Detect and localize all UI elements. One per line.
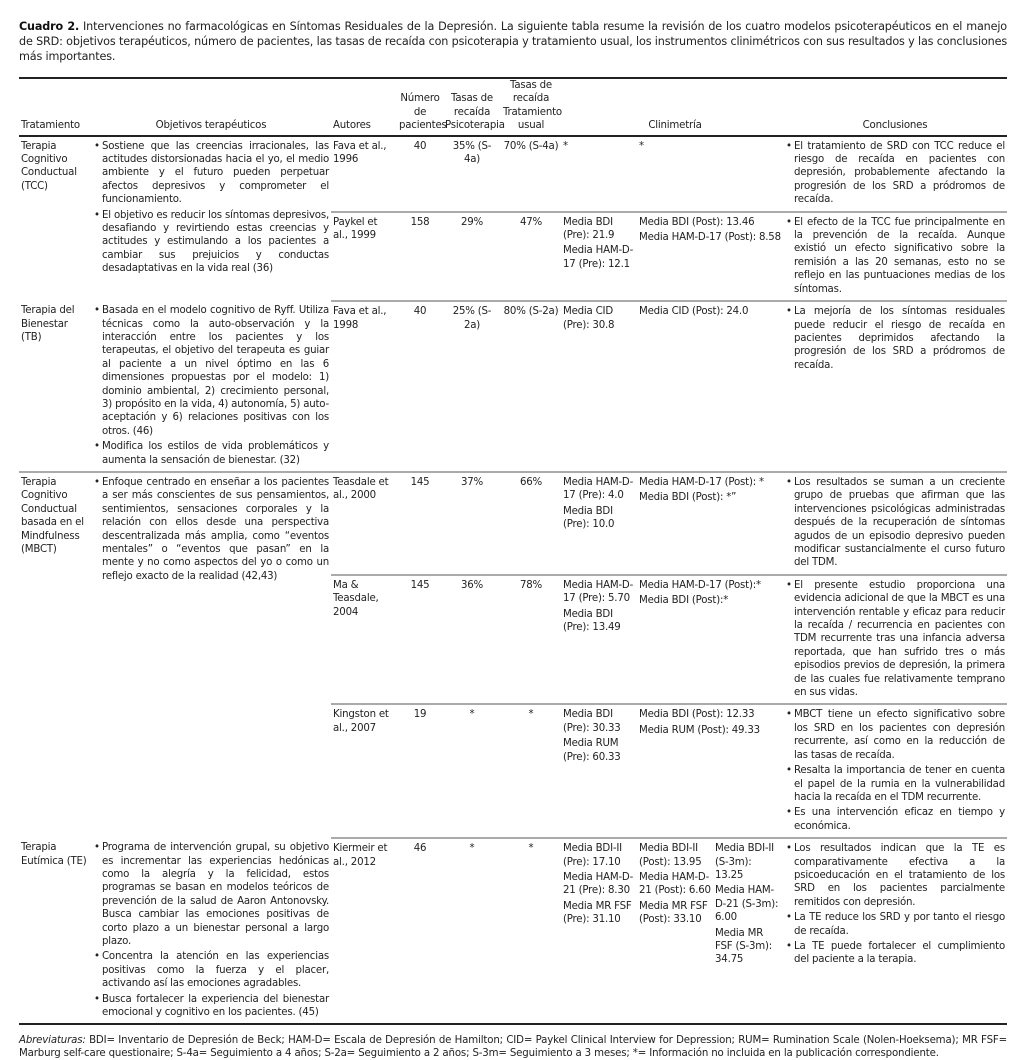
clinimetry-post-cell	[637, 704, 783, 838]
clinimetry-pre-cell	[561, 838, 637, 1024]
objectives-cell	[91, 472, 331, 838]
header-clinimetria-spacer-2	[713, 78, 783, 136]
abbreviations-footnote	[19, 1034, 1007, 1060]
patients-cell: 40	[397, 301, 443, 472]
conclusions-list-item: • Es una intervención eficaz en tiempo y económica.	[794, 806, 1005, 833]
footnote-text: BDI= Inventario de Depresión de Beck; HAM-D= Escala de Depresión de Hamilton; CID= Paykel Clinical Interview for Depression; RUM= Rumination Scale (Nolen-Hoeksema); MR FSF= Marburg self-care questionaire; S-4a= Seguimiento a 4 años; S-2a= Seguimiento a 2 años; S-3m= Seguimiento a 3 meses; *= Información no incluida en la publicación correspondiente.	[19, 1035, 1007, 1060]
treatment-cell: Terapia Cognitivo Conductual basada en el Mindfulness (MBCT)	[21, 476, 84, 555]
treatment-cell: Terapia Eutímica (TE)	[19, 838, 91, 1024]
treatment-cell: Terapia Cognitivo Conductual (TCC)	[21, 140, 77, 192]
clinimetry-post-cell	[637, 136, 783, 212]
clinimetry-post-cell	[637, 212, 783, 301]
caption-text: Intervenciones no farmacológicas en Síntomas Residuales de la Depresión. La siguiente tabla resume la revisión de los cuatro modelos psicoterapéuticos en el manejo de SRD: objetivos terapéuticos, número de pacientes, las tasas de recaída con psicoterapia y tratamiento usual, los instrumentos clinimétricos con sus resultados y las conclusiones más importantes.	[19, 20, 1007, 63]
authors-cell: Paykel et al., 1999	[331, 212, 397, 301]
clinimetry-pre-cell	[561, 472, 637, 575]
conclusions-list-item: • El tratamiento de SRD con TCC reduce el riesgo de recaída en pacientes con depresión, probablemente afectando la progresión de los SRD a pródromos de recaída.	[794, 140, 1005, 207]
clinimetry-post-value: *	[639, 140, 644, 152]
header-conclusiones: Conclusiones	[783, 78, 1007, 136]
conclusions-list-item: • El presente estudio proporciona una evidencia adicional de que la MBCT es una intervención rentable y eficaz para reducir la recaída / recurrencia en pacientes con TDM recurrente tras una infancia adversa reportada, que han sufrido tres o más episodios previos de depresión, la primera de las cuales fue relativamente temprano en sus vidas.	[794, 579, 1005, 700]
clinimetry-pre-value: Media BDI-II (Pre): 17.10	[563, 843, 622, 868]
patients-cell: 40	[397, 136, 443, 212]
patients-cell: 46	[397, 838, 443, 1024]
clinimetry-post-value: Media HAM-D-17 (Post): 8.58	[639, 232, 781, 244]
clinimetry-s3m	[715, 842, 781, 967]
clinimetry-pre	[563, 708, 635, 764]
clinimetry-pre-value: Media CID (Pre): 30.8	[563, 306, 615, 331]
table-body	[19, 136, 1007, 1025]
clinimetry-pre-value: Media BDI (Pre): 10.0	[563, 505, 615, 531]
clinimetry-pre-cell	[561, 212, 637, 301]
header-numero: Número de pacientes	[397, 78, 443, 136]
objectives-list-item: • Busca fortalecer la experiencia del bienestar emocional y cognitivo en los pacientes. (45)	[102, 993, 329, 1020]
clinimetry-post	[639, 476, 781, 505]
clinimetry-post	[639, 216, 781, 245]
patients-cell: 158	[397, 212, 443, 301]
table-row	[19, 136, 1007, 212]
objectives-list-item: • Sostiene que las creencias irracionales, las actitudes distorsionadas hacia el yo, el medio ambiente y el futuro pueden perpetuar afectos depresivos y comprometer el funcionamiento.	[102, 140, 329, 207]
objectives-list	[93, 140, 329, 276]
clinimetry-post-value: Media BDI-II (Post): 13.95	[639, 843, 702, 868]
authors-cell: Kingston et al., 2007	[331, 704, 397, 838]
clinimetry-pre-value: Media BDI (Pre): 30.33	[563, 709, 621, 734]
conclusions-list-item: • El efecto de la TCC fue principalmente en la prevención de la recaída. Aunque existió un efecto significativo sobre la remisión a las 20 semanas, esto no se reflejo en las puntuaciones medias de los síntomas.	[794, 216, 1005, 296]
objectives-list-item: • El objetivo es reducir los síntomas depresivos, desafiando y revirtiendo estas creencias y actitudes y estimulando a los pacientes a cambiar sus prejuicios y conductas desadaptativas en la vida real (36)	[102, 209, 329, 276]
relapse-usual-cell: 80% (S-2a)	[501, 301, 561, 472]
relapse-usual-cell: 70% (S-4a)	[501, 136, 561, 212]
clinimetry-post-value: Media HAM-D-21 (Post): 6.60	[639, 871, 711, 897]
clinimetry-s3m-cell	[713, 838, 783, 1024]
relapse-psychotherapy-cell: 37%	[443, 472, 501, 575]
objectives-list-item: • Modifica los estilos de vida problemáticos y aumenta la sensación de bienestar. (32)	[102, 440, 329, 467]
authors-cell: Teasdale et al., 2000	[331, 472, 397, 575]
relapse-usual-cell: *	[501, 838, 561, 1024]
header-usual: Tasas de recaída Tratamiento usual	[501, 78, 561, 136]
table-caption	[19, 19, 1007, 64]
header-objetivos: Objetivos terapéuticos	[91, 78, 331, 136]
authors-cell: Ma & Teasdale, 2004	[331, 575, 397, 705]
clinimetry-post-value: Media HAM-D-17 (Post): *	[639, 476, 764, 488]
objectives-cell	[91, 136, 331, 301]
header-autores: Autores	[331, 78, 397, 136]
header-psicoterapia: Tasas de recaída Psicoterapia	[443, 78, 501, 136]
clinimetry-pre	[563, 842, 635, 926]
interventions-table	[19, 77, 1007, 1025]
clinimetry-pre-cell	[561, 136, 637, 212]
treatment-cell: Terapia del Bienestar (TB)	[19, 301, 91, 472]
clinimetry-pre-value: Media MR FSF (Pre): 31.10	[563, 900, 632, 926]
conclusions-list-item: • MBCT tiene un efecto significativo sobre los SRD en los pacientes con depresión recurrente, así como en la reducción de las tasas de recaída.	[794, 708, 1005, 762]
table-header-row	[19, 78, 1007, 136]
relapse-usual-cell: *	[501, 704, 561, 838]
conclusions-list-item: • Resalta la importancia de tener en cuenta el papel de la rumia en la vulnerabilidad hacia la recaída en el TDM recurrente.	[794, 764, 1005, 804]
conclusions-cell	[783, 704, 1007, 838]
patients-cell: 145	[397, 575, 443, 705]
relapse-psychotherapy-cell: 35% (S-4a)	[443, 136, 501, 212]
clinimetry-post	[639, 708, 781, 737]
footnote-label: Abreviaturas:	[19, 1035, 86, 1047]
conclusions-cell	[783, 575, 1007, 705]
clinimetry-post-cell	[637, 838, 713, 1024]
clinimetry-post-cell	[637, 575, 783, 705]
clinimetry-pre-cell	[561, 704, 637, 838]
relapse-usual-cell: 66%	[501, 472, 561, 575]
clinimetry-pre-value: Media HAM-D-21 (Pre): 8.30	[563, 871, 634, 897]
clinimetry-post-value: Media BDI (Post): 12.33	[639, 709, 755, 721]
clinimetry-post	[639, 140, 781, 153]
authors-cell: Kiermeir et al., 2012	[331, 838, 397, 1024]
clinimetry-pre-value: Media BDI (Pre): 21.9	[563, 216, 615, 242]
conclusions-list	[785, 476, 1005, 570]
clinimetry-post-value: Media BDI (Post): *”	[639, 492, 737, 504]
conclusions-list	[785, 216, 1005, 296]
clinimetry-pre-value: Media BDI (Pre): 13.49	[563, 608, 621, 634]
objectives-list	[93, 304, 329, 467]
conclusions-cell	[783, 301, 1007, 472]
header-clinimetria-spacer	[561, 78, 637, 136]
relapse-psychotherapy-cell: 29%	[443, 212, 501, 301]
objectives-cell	[91, 301, 331, 472]
table-row	[19, 301, 1007, 472]
clinimetry-pre-value: *	[563, 140, 568, 152]
clinimetry-post-value: Media MR FSF (Post): 33.10	[639, 900, 708, 926]
clinimetry-pre-value: Media HAM-D-17 (Pre): 12.1	[563, 245, 634, 270]
conclusions-list	[785, 842, 1005, 967]
table-row	[19, 838, 1007, 1024]
conclusions-list	[785, 140, 1005, 207]
conclusions-cell	[783, 136, 1007, 212]
relapse-psychotherapy-cell: *	[443, 838, 501, 1024]
relapse-usual-cell: 47%	[501, 212, 561, 301]
objectives-list-item: • Enfoque centrado en enseñar a los pacientes a ser más conscientes de sus pensamientos, sentimientos, sensaciones corporales y la relación con ellos desde una perspectiva descentralizada más amplia, como “eventos mentales” o “eventos que pasan” en la mente y no como aspectos del yo o como un reflejo exacto de la realidad (42,43)	[102, 476, 329, 583]
authors-cell: Fava et al., 1996	[331, 136, 397, 212]
conclusions-cell	[783, 212, 1007, 301]
clinimetry-pre-value: Media HAM-D-17 (Pre): 5.70	[563, 579, 634, 605]
objectives-list	[93, 476, 329, 583]
clinimetry-post	[639, 842, 711, 926]
caption-label: Cuadro 2.	[19, 20, 80, 33]
clinimetry-post	[639, 305, 781, 318]
clinimetry-post-cell	[637, 301, 783, 472]
clinimetry-post-value: Media HAM-D-17 (Post):*	[639, 579, 761, 591]
relapse-psychotherapy-cell: *	[443, 704, 501, 838]
conclusions-list-item: • Los resultados se suman a un creciente grupo de pruebas que afirman que las intervenciones psicológicas administradas después de la recuperación de síntomas agudos de un episodio depresivo pueden modificar sustancialmente el curso futuro del TDM.	[794, 476, 1005, 570]
clinimetry-pre	[563, 216, 635, 272]
objectives-list-item: • Programa de intervención grupal, su objetivo es incrementar las experiencias hedónicas como la alegría y la felicidad, estos programas se basan en modelos teóricos de prevención de la salud de Aaron Antonovsky. Busca cambiar las emociones positivas de corto plazo a un bienestar personal a largo plazo.	[102, 841, 329, 948]
clinimetry-pre-value: Media HAM-D-17 (Pre): 4.0	[563, 476, 634, 502]
clinimetry-pre-cell	[561, 575, 637, 705]
clinimetry-pre-value: Media RUM (Pre): 60.33	[563, 738, 621, 763]
relapse-usual-cell: 78%	[501, 575, 561, 705]
conclusions-list	[785, 579, 1005, 700]
conclusions-cell	[783, 472, 1007, 575]
objectives-cell	[91, 838, 331, 1024]
relapse-psychotherapy-cell: 36%	[443, 575, 501, 705]
objectives-list	[93, 841, 329, 1019]
clinimetry-pre	[563, 476, 635, 532]
clinimetry-post-value: Media BDI (Post): 13.46	[639, 216, 755, 228]
clinimetry-post-value: Media CID (Post): 24.0	[639, 306, 749, 318]
conclusions-list-item: • La TE puede fortalecer el cumplimiento del paciente a la terapia.	[794, 940, 1005, 967]
clinimetry-post-value: Media RUM (Post): 49.33	[639, 724, 760, 736]
clinimetry-post	[639, 579, 781, 608]
clinimetry-s3m-value: Media BDI-II (S-3m): 13.25	[715, 843, 774, 881]
authors-cell: Fava et al., 1998	[331, 301, 397, 472]
clinimetry-post-value: Media BDI (Post):*	[639, 595, 729, 607]
conclusions-list	[785, 305, 1005, 372]
conclusions-cell	[783, 838, 1007, 1024]
clinimetry-post-cell	[637, 472, 783, 575]
header-clinimetria: Clinimetría	[637, 78, 713, 136]
conclusions-list	[785, 708, 1005, 833]
table-row	[19, 472, 1007, 575]
conclusions-list-item: • La TE reduce los SRD y por tanto el riesgo de recaída.	[794, 911, 1005, 938]
clinimetry-s3m-value: Media HAM-D-21 (S-3m): 6.00	[715, 885, 779, 924]
clinimetry-pre	[563, 579, 635, 635]
objectives-list-item: • Concentra la atención en las experiencias positivas como la fuerza y el placer, activando así las emociones agradables.	[102, 950, 329, 990]
clinimetry-s3m-value: Media MR FSF (S-3m): 34.75	[715, 927, 772, 966]
patients-cell: 145	[397, 472, 443, 575]
objectives-list-item: • Basada en el modelo cognitivo de Ryff. Utiliza técnicas como la auto-observación y la interacción entre los pacientes y los terapeutas, el objetivo del terapeuta es guiar al paciente a un nivel óptimo en las 6 dimensiones propuestas por el modelo: 1) dominio ambiental, 2) crecimiento personal, 3) propósito en la vida, 4) autonomía, 5) auto-aceptación y 6) relaciones positivas con los otros. (46)	[102, 304, 329, 438]
header-tratamiento: Tratamiento	[19, 78, 91, 136]
conclusions-list-item: • La mejoría de los síntomas residuales puede reducir el riesgo de recaída en pacientes deprimidos afectando la progresión de los SRD a pródromos de recaída.	[794, 305, 1005, 372]
relapse-psychotherapy-cell: 25% (S-2a)	[443, 301, 501, 472]
clinimetry-pre	[563, 305, 635, 332]
conclusions-list-item: • Los resultados indican que la TE es comparativamente efectiva a la psicoeducación en el tratamiento de los SRD en los pacientes parcialmente remitidos con depresión.	[794, 842, 1005, 909]
clinimetry-pre-cell	[561, 301, 637, 472]
clinimetry-pre	[563, 140, 635, 153]
patients-cell: 19	[397, 704, 443, 838]
